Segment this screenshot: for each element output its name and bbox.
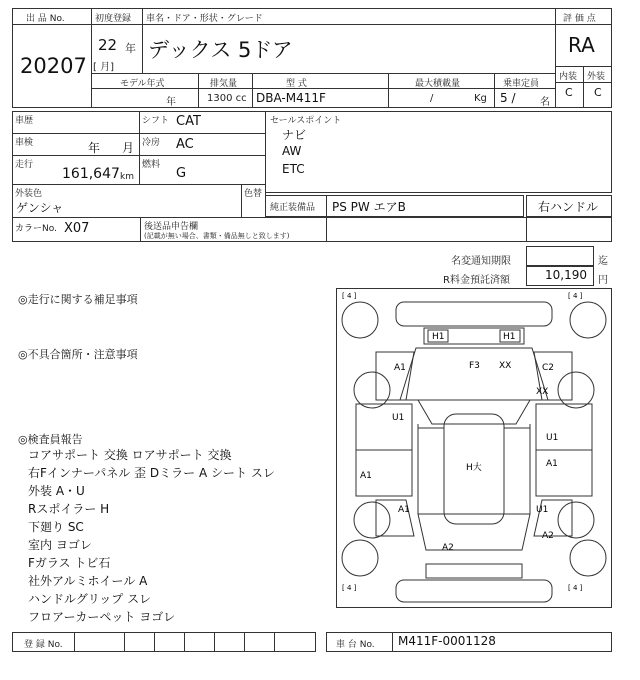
mark-a1-right: A1 — [546, 459, 558, 469]
mark-a1-left: A1 — [360, 471, 372, 481]
sales-point-label: セールスポイント — [270, 116, 342, 126]
mark-h-roof: H大 — [466, 463, 482, 473]
mark-h1-left: H1 — [432, 332, 445, 342]
model-year-label: モデル年式 — [120, 79, 165, 89]
tire-label-fr: [ 4 ] — [568, 292, 583, 300]
report-line: 右Fインナーパネル 歪 Dミラー A シート スレ — [28, 466, 275, 480]
report-line: コアサポート 交換 ロアサポート 交換 — [28, 448, 232, 462]
color-no-label: カラーNo. — [15, 224, 57, 234]
displacement-label: 排気量 — [210, 79, 238, 89]
shift: CAT — [176, 114, 201, 129]
car-name-label: 車名・ドア・形状・グレード — [146, 14, 263, 24]
registration-label: 登 録 No. — [24, 640, 63, 650]
supplement-heading: ◎走行に関する補足事項 — [18, 293, 138, 306]
mark-h1-right: H1 — [503, 332, 516, 342]
mileage-label: 走行 — [15, 160, 34, 170]
interior-grade: C — [565, 86, 573, 99]
model-type: DBA-M411F — [256, 91, 326, 105]
lot-label: 出 品 No. — [26, 14, 65, 24]
shift-label: シフト — [142, 116, 170, 126]
inspection-label: 車検 — [15, 138, 34, 148]
report-line: 社外アルミホイール A — [28, 574, 148, 588]
mark-u1-rear-right: U1 — [536, 505, 549, 515]
mark-a2-rear-right: A2 — [542, 531, 554, 541]
mark-xx-1: XX — [499, 361, 512, 371]
mark-u1-right: U1 — [546, 433, 559, 443]
displacement: 1300 cc — [207, 93, 247, 104]
max-load-unit: Kg — [474, 93, 487, 104]
docs-label: 後送品申告欄 — [144, 222, 199, 232]
recycle-unit: 円 — [598, 275, 608, 286]
chassis-label: 車 台 No. — [336, 640, 375, 650]
blank-row-box — [326, 217, 612, 242]
report-line: フロアーカーペット ヨゴレ — [28, 610, 176, 624]
reg-year-unit: 年 — [125, 42, 136, 55]
wheel-rear-left — [342, 540, 378, 576]
recolor-label: 色替 — [244, 189, 263, 199]
report-line: Fガラス トビ石 — [28, 556, 111, 570]
sales-item-3: ETC — [282, 162, 305, 176]
max-load-label: 最大積載量 — [415, 79, 461, 89]
fuel: G — [176, 166, 187, 181]
deadline-field — [526, 246, 594, 266]
color-no: X07 — [64, 221, 90, 236]
wheel-front-right — [570, 302, 606, 338]
reg-month: [ 月] — [93, 62, 114, 73]
equipment-label: 純正装備品 — [270, 203, 316, 213]
type-label: 型 式 — [286, 79, 307, 89]
docs-note: (記載が無い場合、書類・備品無しと致します) — [144, 232, 290, 240]
first-reg-label: 初度登録 — [95, 14, 132, 24]
interior-label: 内装 — [559, 72, 578, 82]
handle: 右ハンドル — [538, 200, 599, 214]
mark-a1-front-left: A1 — [394, 363, 406, 373]
inspection-year: 年 — [88, 141, 101, 155]
history-label: 車歴 — [15, 116, 34, 126]
recycle-value: 10,190 — [545, 268, 587, 282]
mark-f3: F3 — [469, 361, 480, 371]
recycle-label: R料金預託済額 — [443, 275, 510, 286]
model-year-unit: 年 — [166, 97, 176, 108]
sales-item-1: ナビ — [282, 128, 307, 142]
fuel-label: 燃料 — [142, 160, 161, 170]
max-load: / — [430, 93, 434, 104]
report-line: Rスポイラー H — [28, 502, 110, 516]
car-damage-diagram — [336, 288, 612, 608]
mileage: 161,647 — [62, 166, 120, 182]
mark-xx-2: XX — [536, 387, 549, 397]
reg-year: 22 — [98, 36, 118, 54]
ac: AC — [176, 137, 194, 152]
equipment-value: PS PW エアB — [332, 200, 406, 214]
wheel-rear-right — [570, 540, 606, 576]
defects-heading: ◎不具合箇所・注意事項 — [18, 348, 138, 361]
sales-item-2: AW — [282, 144, 302, 158]
report-line: ハンドルグリップ スレ — [28, 592, 152, 606]
overall-score: RA — [568, 33, 595, 57]
chassis-number: M411F-0001128 — [398, 634, 496, 648]
exterior-grade: C — [594, 86, 602, 99]
color-label: 外装色 — [15, 189, 43, 199]
wheel-front-left — [342, 302, 378, 338]
report-line: 下廻り SC — [28, 520, 84, 534]
lot-number: 20207 — [20, 54, 87, 78]
tire-label-rl: [ 4 ] — [342, 584, 357, 592]
capacity-label: 乗車定員 — [503, 79, 540, 89]
report-heading: ◎検査員報告 — [18, 433, 83, 446]
score-label: 評 価 点 — [563, 14, 596, 24]
ac-label: 冷房 — [142, 138, 161, 148]
capacity: 5 / — [500, 91, 516, 105]
report-line: 外装 A・U — [28, 484, 85, 498]
mark-a1-rear-left: A1 — [398, 505, 410, 515]
deadline-label: 名変通知期限 — [451, 256, 511, 267]
tire-label-rr: [ 4 ] — [568, 584, 583, 592]
car-name: デックス 5ドア — [148, 38, 293, 62]
color: ゲンシャ — [16, 201, 64, 215]
tire-label-fl: [ 4 ] — [342, 292, 357, 300]
capacity-unit: 名 — [540, 97, 550, 108]
mark-u1-left: U1 — [392, 413, 405, 423]
deadline-unit: 迄 — [598, 256, 608, 267]
mark-c2: C2 — [542, 363, 555, 373]
inspection-month: 月 — [122, 141, 135, 155]
mark-a2-rear: A2 — [442, 543, 454, 553]
report-line: 室内 ヨゴレ — [28, 538, 92, 552]
exterior-label: 外装 — [587, 72, 606, 82]
mileage-unit: km — [120, 172, 134, 182]
